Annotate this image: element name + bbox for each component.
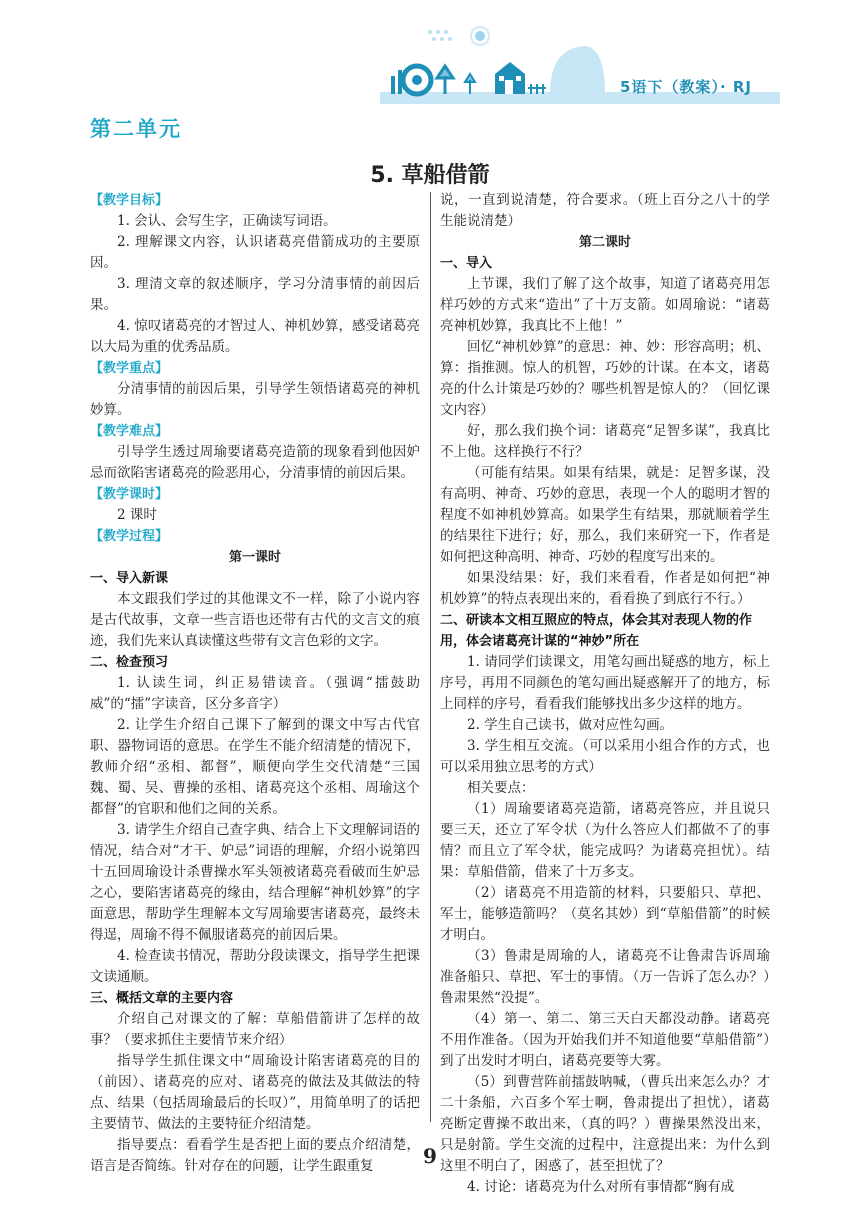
paragraph: 4. 讨论：诸葛亮为什么对所有事情都“胸有成 xyxy=(467,1179,735,1195)
paragraph: 1. 请同学们读课文，用笔勾画出疑惑的地方，标上序号，再用不同颜色的笔勾画出疑惑解开了的地方，标上同样的序号，看看我们能够找出多少这样的地方。 xyxy=(440,654,770,712)
paragraph: 说，一直到说清楚，符合要求。（班上百分之八十的学生能说清楚） xyxy=(440,192,770,229)
section-tag: 【教学重点】 xyxy=(90,361,169,376)
lesson-title: 5. 草船借箭 xyxy=(370,163,490,188)
section-tag: 【教学目标】 xyxy=(90,193,169,208)
page-number: 9 xyxy=(423,1144,437,1168)
paragraph: 2. 理解课文内容，认识诸葛亮借箭成功的主要原因。 xyxy=(90,234,420,271)
paragraph: （4）第一、第二、第三天白天都没动静。诸葛亮不用作准备。（因为开始我们并不知道他要“草船借箭”）到了出发时才明白，诸葛亮要等大雾。 xyxy=(440,1011,770,1069)
paragraph: 如果没结果：好，我们来看看，作者是如何把“神机妙算”的特点表现出来的，看看换了到底行不行。） xyxy=(440,570,770,607)
section-heading: 一、导入新课 xyxy=(90,571,169,586)
section-tag: 【教学过程】 xyxy=(90,529,169,544)
paragraph: 4. 惊叹诸葛亮的才智过人、神机妙算，感受诸葛亮以大局为重的优秀品质。 xyxy=(90,318,420,355)
section-heading: 一、导入 xyxy=(440,256,493,271)
column-divider xyxy=(430,192,431,1122)
paragraph: 1. 认读生词，纠正易错读音。（强调“擂鼓助威”的“擂”字读音，区分多音字） xyxy=(90,675,420,712)
paragraph: 上节课，我们了解了这个故事，知道了诸葛亮用怎样巧妙的方式来“造出”了十万支箭。如周瑜说：“诸葛亮神机妙算，我真比不上他！” xyxy=(440,276,770,334)
paragraph: （2）诸葛亮不用造箭的材料，只要船只、草把、军士，能够造箭吗？（莫名其妙）到“草船借箭”的时候才明白。 xyxy=(440,885,770,943)
paragraph: 2. 学生自己读书，做对应性勾画。 xyxy=(467,717,674,733)
paragraph: （1）周瑜要诸葛亮造箭，诸葛亮答应，并且说只要三天，还立了军令状（为什么答应人们都做不了的事情？而且立了军令状，能完成吗？为诸葛亮担忧）。结果：草船借箭，借来了十万多支。 xyxy=(440,801,770,880)
paragraph: 3. 理清文章的叙述顺序，学习分清事情的前因后果。 xyxy=(90,276,420,313)
fence-icon xyxy=(528,84,546,94)
book-code: 5语下（教案）· RJ xyxy=(620,78,752,96)
unit-title: 第二单元 xyxy=(90,117,182,141)
sun-icon xyxy=(475,31,485,41)
dome-icon xyxy=(550,46,605,94)
lesson-period-heading: 第一课时 xyxy=(228,550,281,565)
paragraph: 相关要点： xyxy=(467,780,535,796)
paragraph: （3）鲁肃是周瑜的人，诸葛亮不让鲁肃告诉周瑜准备船只、草把、军士的事情。（万一告诉了怎么办？）鲁肃果然“没提”。 xyxy=(440,948,770,1006)
paragraph: 2 课时 xyxy=(117,507,157,523)
paragraph: 引导学生透过周瑜要诸葛亮造箭的现象看到他因妒忌而欲陷害诸葛亮的险恶用心，分清事情的前因后果。 xyxy=(90,444,420,481)
paragraph: 介绍自己对课文的了解：草船借箭讲了怎样的故事？（要求抓住主要情节来介绍） xyxy=(90,1011,420,1048)
paragraph: 1. 会认、会写生字，正确读写词语。 xyxy=(117,213,337,229)
section-heading: 三、概括文章的主要内容 xyxy=(90,991,234,1006)
paragraph: 本文跟我们学过的其他课文不一样，除了小说内容是古代故事，文章一些言语也还带有古代的文言文的痕迹，我们先来认真读懂这些带有文言色彩的文字。 xyxy=(90,591,420,649)
section-heading: 二、研读本文相互照应的特点，体会其对表现人物的作用，体会诸葛亮计谋的“神妙”所在 xyxy=(440,613,753,649)
paragraph: （5）到曹营阵前擂鼓呐喊，（曹兵出来怎么办？才二十条船，六百多个军士啊，鲁肃提出了担忧），诸葛亮断定曹操不敢出来，（真的吗？）曹操果然没出来，只是射箭。学生交流的过程中，注意提出来：为什么到这里不明白了，困惑了，甚至担忧了？ xyxy=(440,1074,770,1174)
paragraph: （可能有结果。如果有结果，就是：足智多谋，没有高明、神奇、巧妙的意思，表现一个人的聪明才智的程度不如神机妙算高。如果学生有结果，那就顺着学生的结果往下进行；好，那么，我们来研究一下，作者是如何把这种高明、神奇、巧妙的程度写出来的。 xyxy=(440,465,770,565)
paragraph: 3. 学生相互交流。（可以采用小组合作的方式，也可以采用独立思考的方式） xyxy=(440,738,770,775)
dot-pattern xyxy=(428,30,452,41)
paragraph: 好，那么我们换个词：诸葛亮“足智多谋”，我真比不上他。这样换行不行？ xyxy=(440,423,770,460)
section-heading: 二、检查预习 xyxy=(90,655,169,670)
paragraph: 指导要点：看看学生是否把上面的要点介绍清楚，语言是否简练。针对存在的问题，让学生跟重复 xyxy=(90,1137,420,1174)
section-tag: 【教学难点】 xyxy=(90,424,169,439)
paragraph: 回忆“神机妙算”的意思：神、妙：形容高明；机、算：指推测。惊人的机智，巧妙的计谋。在本文，诸葛亮的什么计策是巧妙的？哪些机智是惊人的？（回忆课文内容） xyxy=(440,339,770,418)
paragraph: 指导学生抓住课文中“周瑜设计陷害诸葛亮的目的（前因）、诸葛亮的应对、诸葛亮的做法及其做法的特点、结果（包括周瑜最后的长叹）”，用简单明了的话把主要情节、做法的主要特征介绍清楚。 xyxy=(90,1053,420,1132)
header-illustration xyxy=(385,18,605,98)
lesson-period-heading: 第二课时 xyxy=(578,235,631,250)
section-tag: 【教学课时】 xyxy=(90,487,169,502)
paragraph: 2. 让学生介绍自己课下了解到的课文中写古代官职、器物词语的意思。在学生不能介绍清楚的情况下，教师介绍“丞相、都督”，顺便向学生交代清楚“三国魏、蜀、吴、曹操的丞相、诸葛亮这个丞相、周瑜这个都督”的官职和他们之间的关系。 xyxy=(90,717,420,817)
paragraph: 分清事情的前因后果，引导学生领悟诸葛亮的神机妙算。 xyxy=(90,381,420,418)
tree-icon xyxy=(437,66,453,94)
paragraph: 4. 检查读书情况，帮助分段读课文，指导学生把课文读通顺。 xyxy=(90,948,420,985)
right-column xyxy=(440,190,770,1198)
left-column xyxy=(90,190,420,1177)
paragraph: 3. 请学生介绍自己查字典、结合上下文理解词语的情况，结合对“才干、妒忌”词语的理解，介绍小说第四十五回周瑜设计杀曹操水军头领被诸葛亮看破而生妒忌之心，要陷害诸葛亮的缘由，结合理解“神机妙算”的字面意思，帮助学生理解本文写周瑜要害诸葛亮，最终未得逞，周瑜不得不佩服诸葛亮的前因后果。 xyxy=(90,822,420,943)
